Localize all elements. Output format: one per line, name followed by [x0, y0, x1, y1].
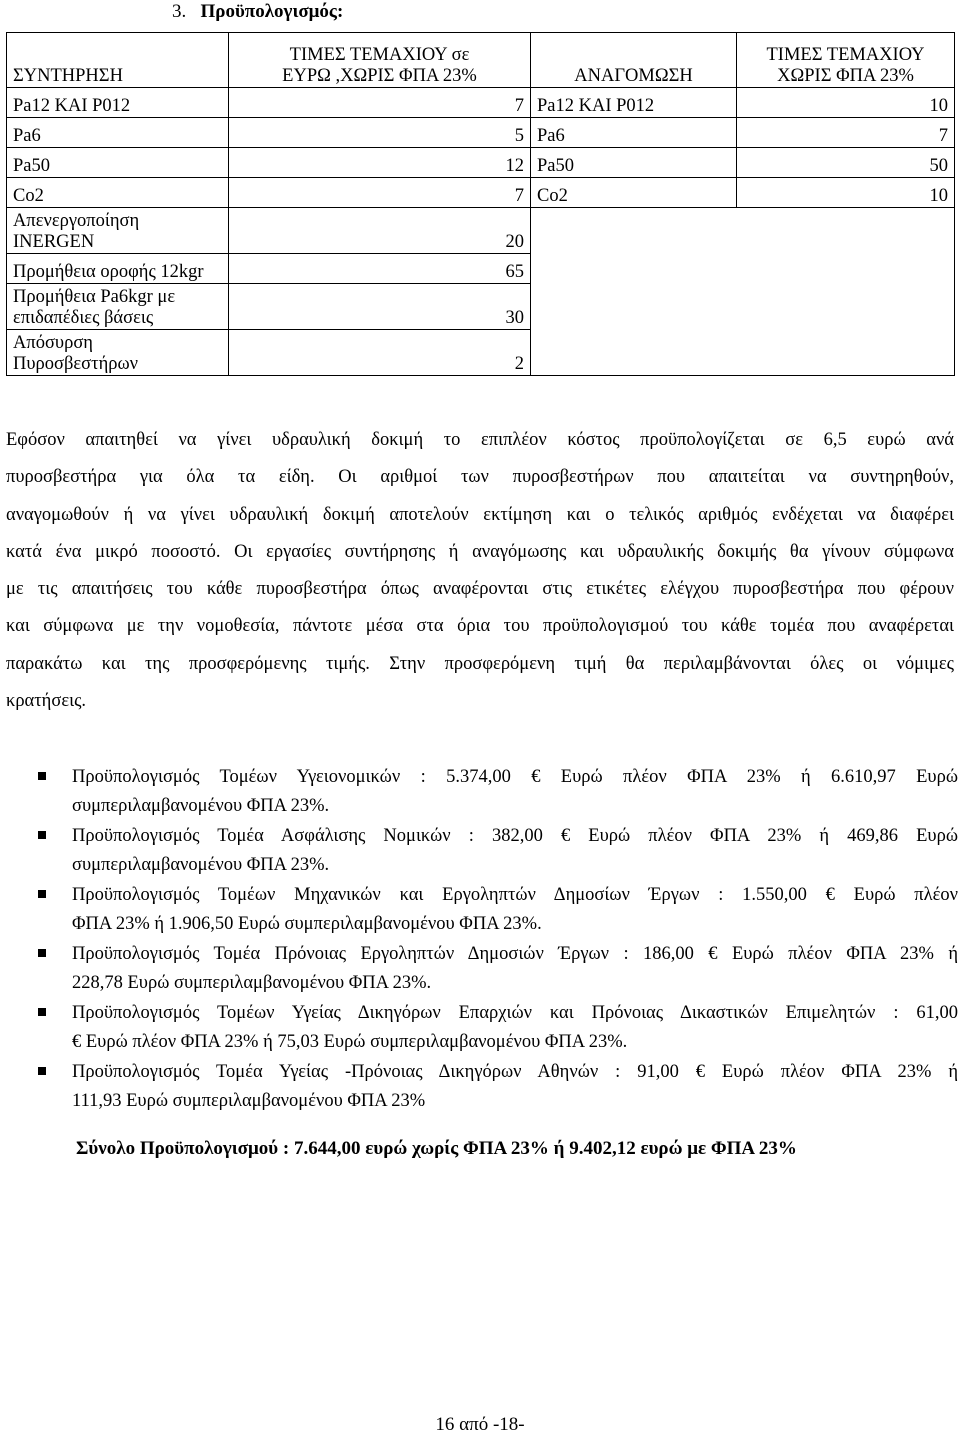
list-item: Προϋπολογισμός Τομέα Ασφάλισης Νομικών : 382,00 € Ευρώ πλέον ΦΠΑ 23% ή 469,86 Ευρώ συμπεριλαμβανομένου ΦΠΑ 23%.	[36, 822, 958, 880]
header-recharge: ΑΝΑΓΟΜΩΣΗ	[531, 33, 737, 88]
body-paragraph: Εφόσον απαιτηθεί να γίνει υδραυλική δοκιμή το επιπλέον κόστος προϋπολογίζεται σε 6,5 ευρώ ανά πυροσβεστήρα για όλα τα είδη. Οι αριθμοί των πυροσβεστήρων που απαιτείται να συντηρηθούν, αναγομωθούν ή να γίνει υδραυλική δοκιμή αποτελούν εκτίμηση και ο τελικός αριθμός ενδέχεται να διαφέρει κατά ένα μικρό ποσοστό. Οι εργασίες συντήρησης ή αναγόμωσης και υδραυλικής δοκιμής θα γίνουν σύμφωνα με τις απαιτήσεις του κάθε πυροσβεστήρα όπως αναφέρονται στις ετικέτες ελέγχου πυροσβεστήρα που φέρουν και σύμφωνα με την νομοθεσία, πάντοτε μέσα στα όρια του προϋπολογισμού του κάθε τομέα που αναφέρεται παρακάτω και της προσφερόμενης τιμής. Στην προσφερόμενη τιμή θα περιλαμβάνονται όλες οι νόμιμες κρατήσεις.	[6, 430, 954, 712]
bullet-square-icon	[38, 949, 46, 957]
list-item: Προϋπολογισμός Τομέα Πρόνοιας Εργοληπτών Δημοσιών Έργων : 186,00 € Ευρώ πλέον ΦΠΑ 23% ή 228,78 Ευρώ συμπεριλαμβανομένου ΦΠΑ 23%.	[36, 940, 958, 998]
empty-cell	[531, 208, 955, 376]
budget-total: Σύνολο Προϋπολογισμού : 7.644,00 ευρώ χωρίς ΦΠΑ 23% ή 9.402,12 ευρώ με ΦΠΑ 23%	[76, 1138, 797, 1159]
header-unit-price: ΤΙΜΕΣ ΤΕΜΑΧΙΟΥ σε ΕΥΡΩ ,ΧΩΡΙΣ ΦΠΑ 23%	[229, 33, 531, 88]
header-unit-price-2: ΤΙΜΕΣ ΤΕΜΑΧΙΟΥ ΧΩΡΙΣ ΦΠΑ 23%	[737, 33, 955, 88]
table-row: Προμήθεια οροφής 12kgr 65	[7, 254, 955, 284]
header-maintenance: ΣΥΝΤΗΡΗΣΗ	[7, 33, 229, 88]
section-title: Προϋπολογισμός:	[200, 1, 344, 22]
budget-list	[36, 763, 958, 1117]
list-item: Προϋπολογισμός Τομέων Μηχανικών και Εργοληπτών Δημοσίων Έργων : 1.550,00 € Ευρώ πλέον ΦΠΑ 23% ή 1.906,50 Ευρώ συμπεριλαμβανομένου ΦΠΑ 23%.	[36, 881, 958, 939]
bullet-square-icon	[38, 1008, 46, 1016]
section-number: 3.	[172, 1, 187, 22]
table-row: Προμήθεια Pa6kgr με επιδαπέδιες βάσεις 30	[7, 284, 955, 330]
price-table	[6, 32, 955, 376]
table-row: Απενεργοποίηση INERGEN 20	[7, 208, 955, 254]
table-row: Pa50 12 Pa50 50	[7, 148, 955, 178]
bullet-square-icon	[38, 1067, 46, 1075]
list-item: Προϋπολογισμός Τομέων Υγείας Δικηγόρων Επαρχιών και Πρόνοιας Δικαστικών Επιμελητών : 61,00 € Ευρώ πλέον ΦΠΑ 23% ή 75,03 Ευρώ συμπεριλαμβανομένου ΦΠΑ 23%.	[36, 999, 958, 1057]
bullet-square-icon	[38, 772, 46, 780]
list-item: Προϋπολογισμός Τομέα Υγείας -Πρόνοιας Δικηγόρων Αθηνών : 91,00 € Ευρώ πλέον ΦΠΑ 23% ή 111,93 Ευρώ συμπεριλαμβανομένου ΦΠΑ 23%	[36, 1058, 958, 1116]
table-row: Co2 7 Co2 10	[7, 178, 955, 208]
bullet-square-icon	[38, 831, 46, 839]
bullet-square-icon	[38, 890, 46, 898]
table-row: Απόσυρση Πυροσβεστήρων 2	[7, 330, 955, 376]
list-item: Προϋπολογισμός Τομέων Υγειονομικών : 5.374,00 € Ευρώ πλέον ΦΠΑ 23% ή 6.610,97 Ευρώ συμπεριλαμβανομένου ΦΠΑ 23%.	[36, 763, 958, 821]
section-heading	[172, 0, 343, 24]
table-header-row	[7, 33, 955, 88]
table-row: Pa12 ΚΑΙ P012 7 Pa12 ΚΑΙ P012 10	[7, 88, 955, 118]
page-number: 16 από -18-	[435, 1414, 525, 1435]
table-row: Pa6 5 Pa6 7	[7, 118, 955, 148]
